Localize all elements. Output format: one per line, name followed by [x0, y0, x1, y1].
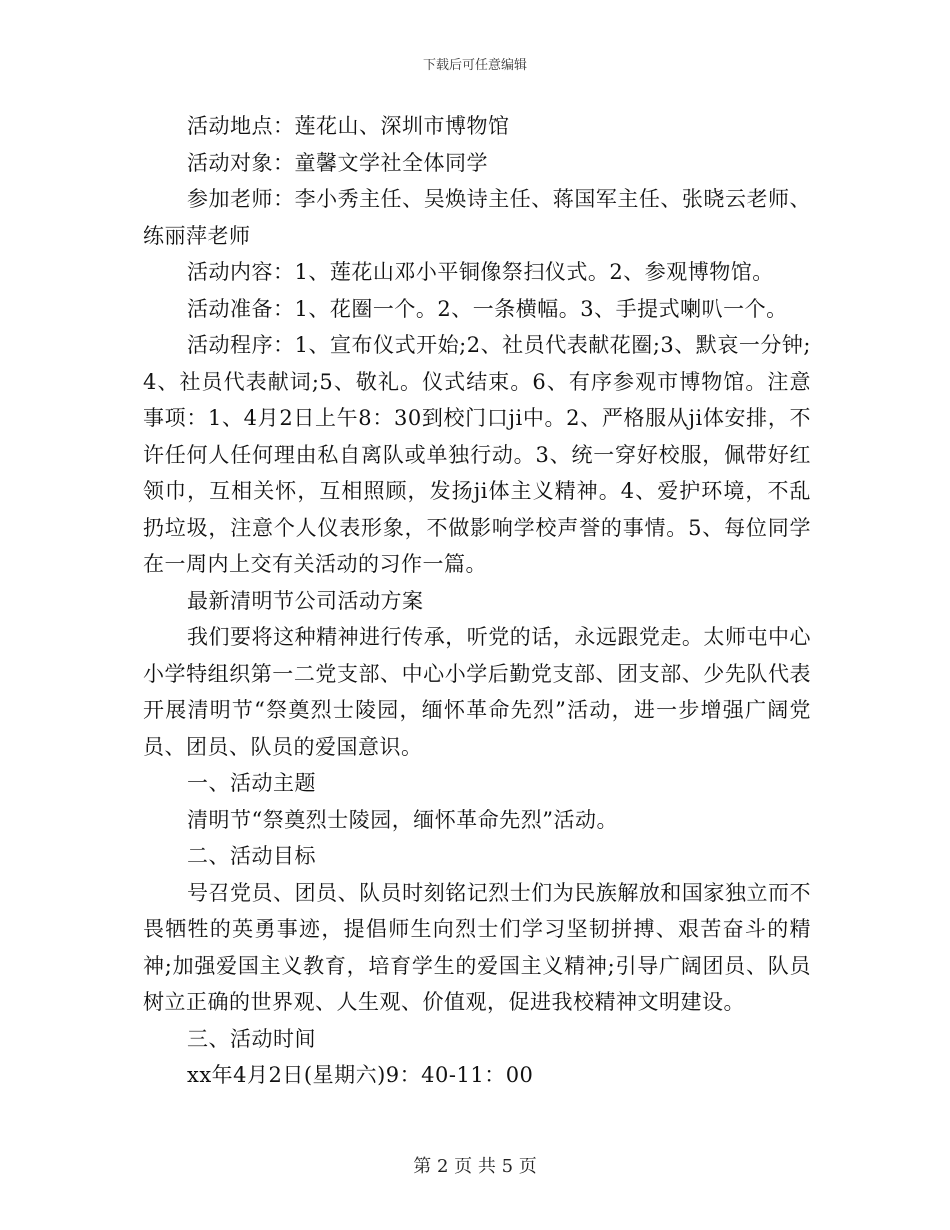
document-body: [143, 108, 811, 1094]
paragraph-theme: 清明节“祭奠烈士陵园，缅怀革命先烈”活动。: [187, 807, 618, 832]
paragraph-participants: 活动对象：童馨文学社全体同学: [187, 150, 488, 175]
heading-goals: 二、活动目标: [187, 844, 316, 868]
paragraph-teachers: 参加老师：李小秀主任、吴焕诗主任、蒋国军主任、张晓云老师、练丽萍老师: [143, 187, 811, 248]
paragraph-preparation: 活动准备：1、花圈一个。2、一条横幅。3、手提式喇叭一个。: [187, 296, 788, 321]
paragraph-time: xx年4月2日(星期六)9：40-11：00: [187, 1063, 534, 1087]
paragraph-goals: 号召党员、团员、队员时刻铭记烈士们为民族解放和国家独立而不畏牺牲的英勇事迹，提倡师生向烈士们学习坚韧拼搏、艰苦奋斗的精神;加强爱国主义教育，培育学生的爱国主义精神;引导广阔团员、队员树立正确的世界观、人生观、价值观，促进我校精神文明建设。: [143, 880, 811, 1014]
section-title: 最新清明节公司活动方案: [187, 588, 424, 613]
paragraph-procedure: 活动程序：1、宣布仪式开始;2、社员代表献花圈;3、默哀一分钟;4、社员代表献词;5、敬礼。仪式结束。6、有序参观市博物馆。注意事项：1、4月2日上午8：30到校门口ji中。2、严格服从ji体安排，不许任何人任何理由私自离队或单独行动。3、统一穿好校服，佩带好红领巾，互相关怀，互相照顾，发扬ji体主义精神。4、爱护环境，不乱扔垃圾，注意个人仪表形象，不做影响学校声誉的事情。5、每位同学在一周内上交有关活动的习作一篇。: [143, 333, 811, 576]
page-footer: 第 2 页 共 5 页: [413, 1156, 537, 1177]
heading-time: 三、活动时间: [187, 1026, 316, 1051]
page-header: 下载后可任意编辑: [422, 58, 527, 73]
paragraph-intro: 我们要将这种精神进行传承，听党的话，永远跟党走。太师屯中心小学特组织第一二党支部、中心小学后勤党支部、团支部、少先队代表开展清明节“祭奠烈士陵园，缅怀革命先烈”活动，进一步增强广阔党员、团员、队员的爱国意识。: [143, 625, 811, 759]
paragraph-location: 活动地点：莲花山、深圳市博物馆: [187, 114, 510, 138]
paragraph-content: 活动内容：1、莲花山邓小平铜像祭扫仪式。2、参观博物馆。: [187, 260, 774, 284]
heading-theme: 一、活动主题: [187, 771, 316, 795]
